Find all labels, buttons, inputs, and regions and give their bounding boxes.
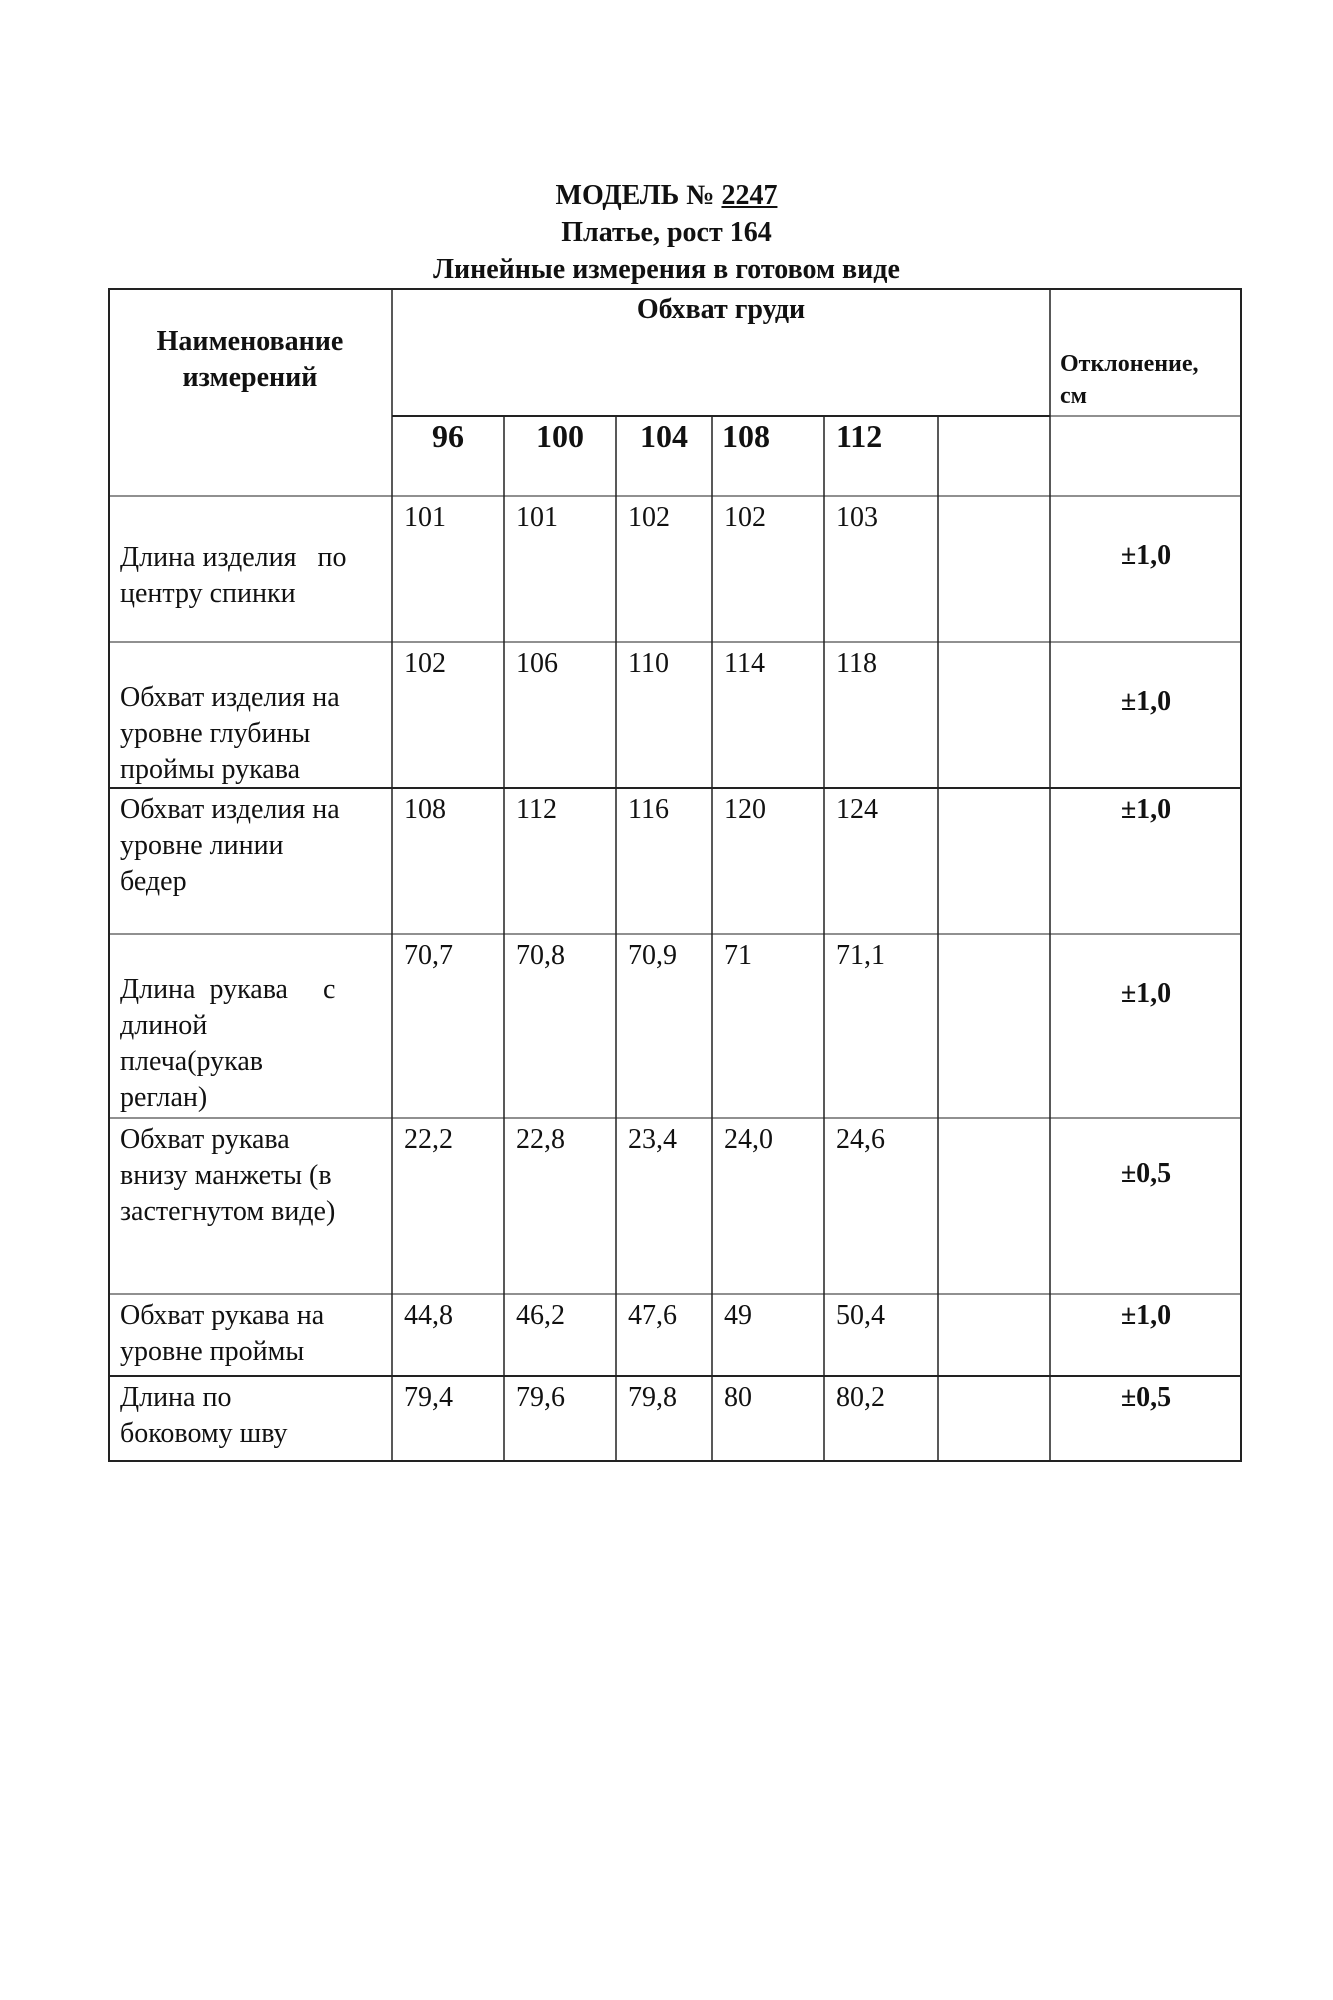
row-name [120, 792, 386, 900]
model-prefix: МОДЕЛЬ № [555, 180, 715, 211]
deviation-cell: ±1,0 [1120, 686, 1172, 717]
row-name-line: Обхват изделия на [120, 794, 340, 825]
row-name [120, 972, 386, 1116]
value-cell: 47,6 [628, 1300, 677, 1331]
value-cell: 80 [724, 1382, 752, 1413]
value-cell: 80,2 [836, 1382, 885, 1413]
deviation-header [1060, 348, 1199, 412]
value-cell: 79,8 [628, 1382, 677, 1413]
row-name-line: боковому шву [120, 1418, 288, 1449]
value-cell: 70,8 [516, 940, 565, 971]
value-cell: 79,4 [404, 1382, 453, 1413]
size-104: 104 [640, 418, 688, 454]
row-name-line: Длина изделия по [120, 542, 347, 573]
size-108: 108 [722, 418, 770, 454]
size-112: 112 [836, 418, 883, 454]
name-header-line1: Наименование [156, 326, 344, 357]
size-96: 96 [432, 418, 464, 454]
value-cell: 22,2 [404, 1124, 453, 1155]
deviation-cell: ±1,0 [1120, 978, 1172, 1009]
subtitle: Платье, рост 164 [561, 217, 772, 248]
name-header-line2: измерений [182, 362, 318, 393]
measurement-table [108, 288, 1242, 1462]
row-name-line: Обхват изделия на [120, 682, 340, 713]
chest-header: Обхват груди [636, 294, 806, 325]
value-cell: 118 [836, 648, 877, 679]
row-name-line: застегнутом виде) [120, 1196, 336, 1227]
value-cell: 49 [724, 1300, 752, 1331]
value-cell: 106 [516, 648, 558, 679]
row-name [120, 1380, 386, 1452]
deviation-cell: ±0,5 [1120, 1382, 1172, 1413]
value-cell: 44,8 [404, 1300, 453, 1331]
value-cell: 108 [404, 794, 446, 825]
value-cell: 102 [724, 502, 766, 533]
value-cell: 102 [404, 648, 446, 679]
row-name-line: внизу манжеты (в [120, 1160, 332, 1191]
deviation-cell: ±1,0 [1120, 540, 1172, 571]
row-name-line: бедер [120, 866, 187, 897]
value-cell: 46,2 [516, 1300, 565, 1331]
deviation-header-line1: Отклонение, [1060, 351, 1199, 377]
deviation-cell: ±1,0 [1120, 794, 1172, 825]
model-title [0, 180, 1333, 212]
value-cell: 70,9 [628, 940, 677, 971]
row-name [120, 1122, 386, 1230]
deviation-cell: ±1,0 [1120, 1300, 1172, 1331]
value-cell: 50,4 [836, 1300, 885, 1331]
row-name-line: центру спинки [120, 578, 296, 609]
value-cell: 24,0 [724, 1124, 773, 1155]
name-header [108, 324, 392, 396]
row-name [120, 680, 386, 788]
row-name-line: проймы рукава [120, 754, 301, 785]
value-cell: 24,6 [836, 1124, 885, 1155]
value-cell: 112 [516, 794, 557, 825]
value-cell: 23,4 [628, 1124, 677, 1155]
value-cell: 116 [628, 794, 669, 825]
value-cell: 103 [836, 502, 878, 533]
row-name [120, 540, 386, 612]
value-cell: 71 [724, 940, 752, 971]
value-cell: 79,6 [516, 1382, 565, 1413]
row-name [120, 1298, 386, 1370]
row-name-line: уровне глубины [120, 718, 311, 749]
value-cell: 101 [516, 502, 558, 533]
row-name-line: уровне линии [120, 830, 284, 861]
value-cell: 114 [724, 648, 765, 679]
model-number: 2247 [721, 180, 778, 211]
value-cell: 70,7 [404, 940, 453, 971]
size-100: 100 [536, 418, 584, 454]
row-name-line: реглан) [120, 1082, 208, 1113]
row-name-line: Обхват рукава [120, 1124, 290, 1155]
deviation-header-line2: см [1060, 383, 1087, 409]
value-cell: 71,1 [836, 940, 885, 971]
row-name-line: Обхват рукава на [120, 1300, 325, 1331]
row-name-line: плеча(рукав [120, 1046, 263, 1077]
value-cell: 101 [404, 502, 446, 533]
value-cell: 110 [628, 648, 669, 679]
value-cell: 120 [724, 794, 766, 825]
row-name-line: уровне проймы [120, 1336, 305, 1367]
row-name-line: длиной [120, 1010, 208, 1041]
row-name-line: Длина по [120, 1382, 232, 1413]
value-cell: 124 [836, 794, 878, 825]
value-cell: 22,8 [516, 1124, 565, 1155]
deviation-cell: ±0,5 [1120, 1158, 1172, 1189]
row-name-line: Длина рукава с [120, 974, 336, 1005]
caption: Линейные измерения в готовом виде [433, 254, 900, 285]
value-cell: 102 [628, 502, 670, 533]
